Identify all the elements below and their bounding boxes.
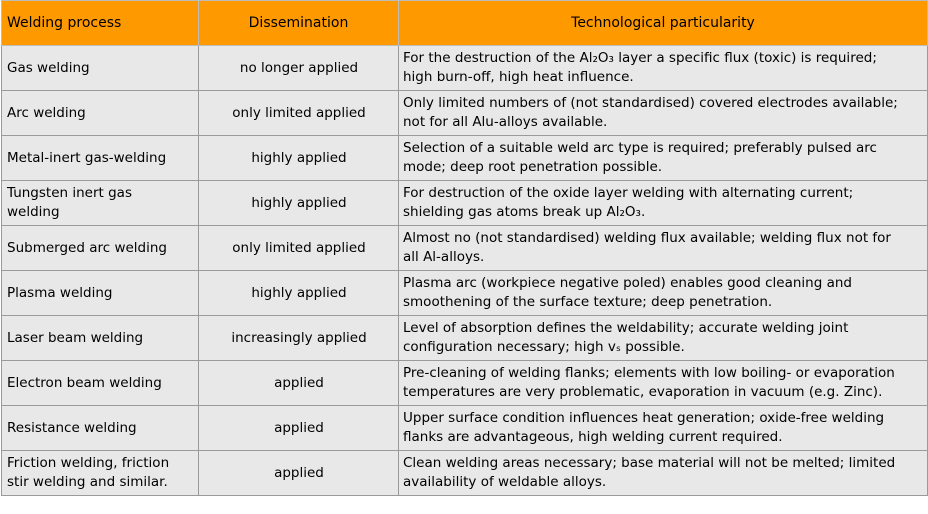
process-cell: Laser beam welding xyxy=(2,316,199,361)
table-row xyxy=(2,226,928,271)
particularity-cell xyxy=(399,91,928,136)
process-cell: Arc welding xyxy=(2,91,199,136)
particularity-line: smoothening of the surface texture; deep penetration. xyxy=(403,294,773,310)
header-dissemination: Dissemination xyxy=(199,1,399,46)
process-cell xyxy=(2,181,199,226)
particularity-line: Plasma arc (workpiece negative poled) enables good cleaning and xyxy=(403,275,852,291)
particularity-line: For the destruction of the Al₂O₃ layer a specific flux (toxic) is required; xyxy=(403,50,877,66)
process-cell xyxy=(2,451,199,496)
process-line: Tungsten inert gas xyxy=(7,185,132,201)
process-line: Friction welding, friction xyxy=(7,455,170,471)
particularity-line: flanks are advantageous, high welding current required. xyxy=(403,429,783,445)
particularity-line: availability of weldable alloys. xyxy=(403,474,607,490)
process-cell: Gas welding xyxy=(2,46,199,91)
particularity-cell xyxy=(399,271,928,316)
process-line: stir welding and similar. xyxy=(7,474,168,490)
particularity-line: Almost no (not standardised) welding flux available; welding flux not for xyxy=(403,230,891,246)
particularity-line: Clean welding areas necessary; base material will not be melted; limited xyxy=(403,455,896,471)
process-cell: Plasma welding xyxy=(2,271,199,316)
particularity-cell xyxy=(399,46,928,91)
particularity-line: temperatures are very problematic, evaporation in vacuum (e.g. Zinc). xyxy=(403,384,883,400)
particularity-line: shielding gas atoms break up Al₂O₃. xyxy=(403,204,646,220)
process-cell: Resistance welding xyxy=(2,406,199,451)
particularity-line: high burn-off, high heat influence. xyxy=(403,69,634,85)
header-technological-particularity: Technological particularity xyxy=(399,1,928,46)
particularity-line: Upper surface condition influences heat generation; oxide-free welding xyxy=(403,410,885,426)
process-cell: Electron beam welding xyxy=(2,361,199,406)
dissemination-cell: only limited applied xyxy=(199,226,399,271)
table-row xyxy=(2,406,928,451)
table-row xyxy=(2,46,928,91)
process-cell: Submerged arc welding xyxy=(2,226,199,271)
dissemination-cell: applied xyxy=(199,361,399,406)
table-row xyxy=(2,91,928,136)
particularity-line: configuration necessary; high vₛ possible. xyxy=(403,339,685,355)
particularity-cell xyxy=(399,361,928,406)
dissemination-cell: applied xyxy=(199,406,399,451)
particularity-line: Level of absorption defines the weldability; accurate welding joint xyxy=(403,320,849,336)
particularity-cell xyxy=(399,316,928,361)
dissemination-cell: highly applied xyxy=(199,181,399,226)
dissemination-cell: applied xyxy=(199,451,399,496)
table-row xyxy=(2,451,928,496)
particularity-cell xyxy=(399,406,928,451)
table-row xyxy=(2,181,928,226)
particularity-line: all Al-alloys. xyxy=(403,249,485,265)
welding-process-table xyxy=(1,0,928,496)
particularity-line: Only limited numbers of (not standardised) covered electrodes available; xyxy=(403,95,898,111)
particularity-cell xyxy=(399,451,928,496)
particularity-line: Selection of a suitable weld arc type is required; preferably pulsed arc xyxy=(403,140,877,156)
table-row xyxy=(2,271,928,316)
table-row xyxy=(2,136,928,181)
dissemination-cell: increasingly applied xyxy=(199,316,399,361)
particularity-line: mode; deep root penetration possible. xyxy=(403,159,663,175)
process-cell: Metal-inert gas-welding xyxy=(2,136,199,181)
particularity-cell xyxy=(399,181,928,226)
dissemination-cell: highly applied xyxy=(199,136,399,181)
particularity-cell xyxy=(399,136,928,181)
table-header-row xyxy=(2,1,928,46)
particularity-line: Pre-cleaning of welding flanks; elements with low boiling- or evaporation xyxy=(403,365,895,381)
particularity-cell xyxy=(399,226,928,271)
particularity-line: not for all Alu-alloys available. xyxy=(403,114,608,130)
process-line: welding xyxy=(7,204,60,220)
dissemination-cell: no longer applied xyxy=(199,46,399,91)
dissemination-cell: highly applied xyxy=(199,271,399,316)
dissemination-cell: only limited applied xyxy=(199,91,399,136)
particularity-line: For destruction of the oxide layer welding with alternating current; xyxy=(403,185,854,201)
header-welding-process: Welding process xyxy=(2,1,199,46)
table-row xyxy=(2,361,928,406)
table-row xyxy=(2,316,928,361)
